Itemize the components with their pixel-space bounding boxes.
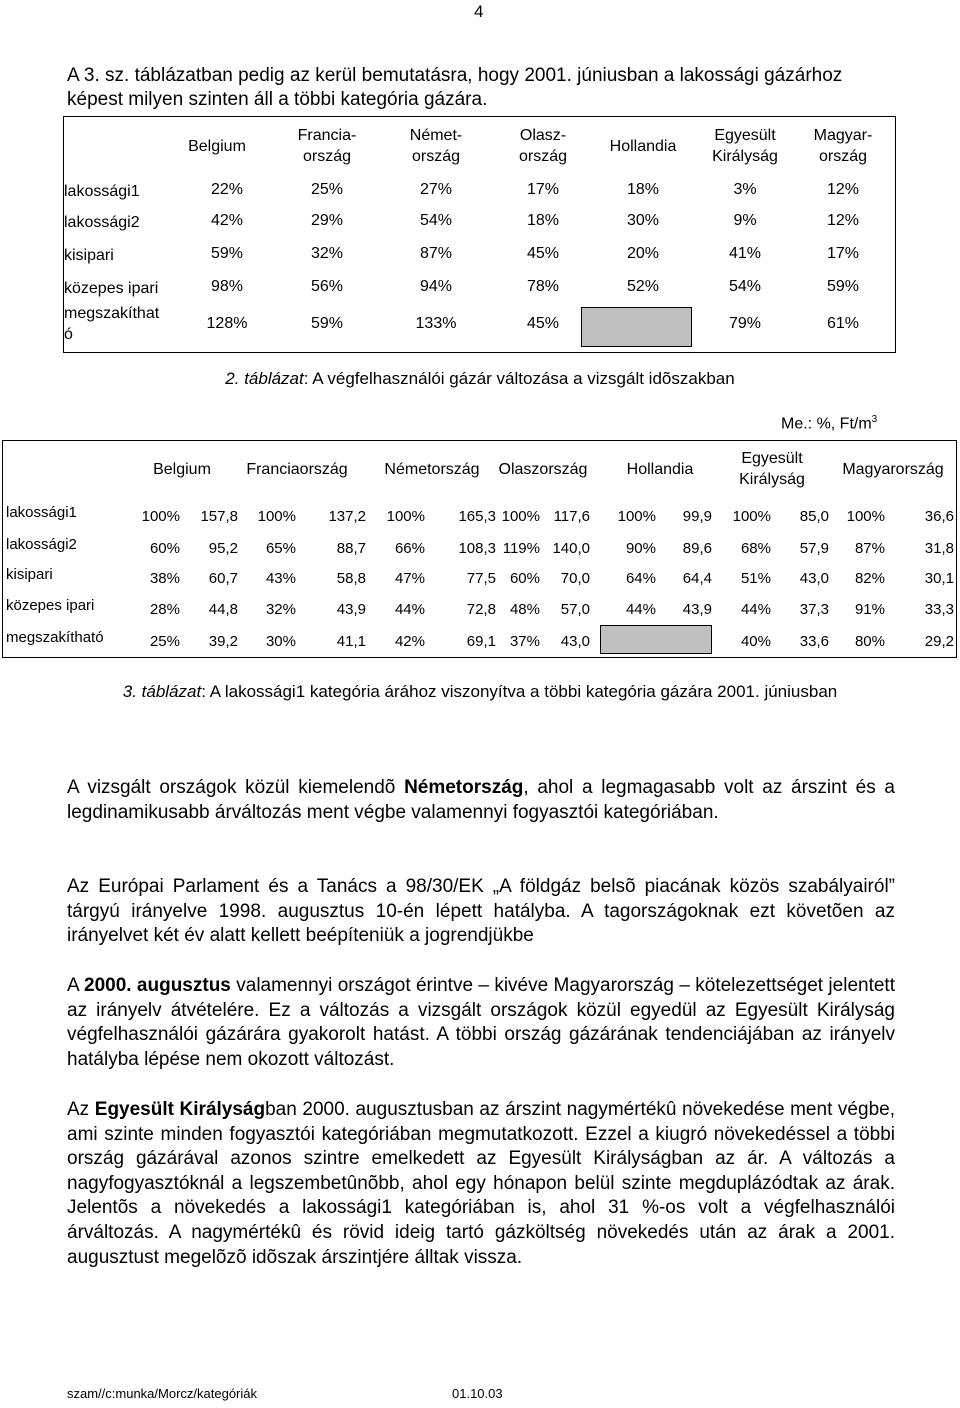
table3-cell: 64%: [625, 570, 656, 587]
table3-header-1: Franciaország: [246, 461, 348, 478]
table2-cell: 9%: [733, 212, 757, 229]
table3-header-2: Németország: [384, 461, 480, 478]
footer-path: szam//c:munka/Morcz/kategóriák: [67, 1386, 258, 1401]
para1-run: A vizsgált országok közül kiemelendõ: [67, 777, 405, 798]
table3-cell: 42%: [394, 633, 425, 650]
table2-cell: 59%: [210, 245, 244, 262]
table3-caption: [80, 680, 880, 704]
footer-date: 01.10.03: [452, 1386, 503, 1401]
table2-cell: 94%: [419, 278, 453, 295]
unit-note: [781, 414, 877, 433]
table3-row-label: megszakítható: [6, 629, 104, 646]
table2-cell: 79%: [728, 315, 762, 332]
paragraph-3: [67, 974, 895, 1072]
table2-cell: 18%: [626, 181, 660, 198]
table3-cell: 100%: [617, 508, 656, 525]
table2-header-0: Belgium: [188, 138, 246, 155]
table3-cell: 38%: [149, 570, 180, 587]
para1-run: Németország: [404, 777, 524, 798]
table2-cell: 45%: [526, 245, 560, 262]
table3-cell: 39,2: [208, 633, 238, 650]
table3-header-3: Olaszország: [498, 461, 588, 478]
table2-caption: [0, 369, 960, 389]
table3-cell: 64,4: [682, 570, 712, 587]
table3-cell: 90%: [625, 540, 656, 557]
table3-header-5: Egyesült Királyság: [739, 450, 805, 488]
para2-run: Az Európai Parlament és a Tanács a 98/30/EK „A földgáz belsõ piacának közös szabályairól” tárgyú irányelve 1998. augusztus 10-én lépett hatályba. A tagországoknak ezt követõen az irányelvet két év alatt kellett beépíteniük a jogrendjükbe: [67, 876, 895, 947]
table2-cell: 20%: [626, 245, 660, 262]
table3-row-label: lakossági1: [6, 504, 77, 521]
table3-cell: 48%: [509, 601, 540, 618]
table3-cell: 60,7: [208, 570, 238, 587]
table3-cell: 57,9: [799, 540, 829, 557]
table2-header-4: Hollandia: [609, 138, 677, 155]
table2-cell: 25%: [310, 181, 344, 198]
table3-cell: 108,3: [458, 540, 496, 557]
table3-cell: 137,2: [328, 508, 366, 525]
table2-cell: 30%: [626, 212, 660, 229]
table2-row-label: lakossági1: [64, 183, 140, 200]
table2-cell: 12%: [826, 181, 860, 198]
table2-header-1: Francia- ország: [297, 127, 357, 165]
table2-cell: 78%: [526, 278, 560, 295]
table3-cell: 100%: [501, 508, 540, 525]
table2-row-label: lakossági2: [64, 214, 140, 231]
para4-run: ban 2000. augusztusban az árszint nagymértékû növekedése ment végbe, ami szinte minden fogyasztói kategóriában megmutatkozott. Ezzel a kiugró növekedéssel a többi ország gázárával azonos szintre emelkedett az Egyesült Királyságban az ár. A változás a nagyfogyasztóknál a legszembetûnõbb, ahol egy hónapon belül szinte megduplázódtak az árak. Jelentõs a növekedés a lakossági1 kategóriában is, ahol 31 %-os volt a végfelhasználói árváltozás. A nagymértékû és rövid ideig tartó gázköltség növekedés után az árak a 2001. augusztust megelõzõ idõszak árszintjére álltak vissza.: [67, 1099, 895, 1268]
table3-cell: 68%: [740, 540, 771, 557]
table3-cell: 165,3: [458, 508, 496, 525]
table3-cell: 85,0: [799, 508, 829, 525]
table3-cell: 33,6: [799, 633, 829, 650]
table3-cell: 100%: [846, 508, 885, 525]
table2-cell: 41%: [728, 245, 762, 262]
table2-header-6: Magyar- ország: [813, 127, 873, 165]
table3-cell: 69,1: [466, 633, 496, 650]
table3-cell: 65%: [265, 540, 296, 557]
table3-cell: 51%: [740, 570, 771, 587]
para4-run: Az: [67, 1099, 95, 1120]
table3-cell: 77,5: [466, 570, 496, 587]
table3-cell: 89,6: [682, 540, 712, 557]
table2-cell: 98%: [210, 278, 244, 295]
table3-cell: 37,3: [799, 601, 829, 618]
paragraph-1: [67, 776, 895, 825]
table3-cell: 72,8: [466, 601, 496, 618]
table3-cell: 99,9: [682, 508, 712, 525]
table2-cell: 17%: [526, 181, 560, 198]
table3-cell: 157,8: [200, 508, 238, 525]
table3-cell: 80%: [854, 633, 885, 650]
para3-run: 2000. augusztus: [84, 975, 231, 996]
unit-note-text: Me.: %, Ft/m: [781, 415, 872, 433]
table2-cell: 56%: [310, 278, 344, 295]
table2-caption-text: : A végfelhasználói gázár változása a vizsgált idõszakban: [303, 369, 735, 388]
table3-caption-prefix: 3. táblázat: [122, 682, 202, 701]
table3-cell: 95,2: [208, 540, 238, 557]
table3-cell: 43,9: [336, 601, 366, 618]
table2-cell: 12%: [826, 212, 860, 229]
table3-cell: 60%: [509, 570, 540, 587]
table3-cell: 60%: [149, 540, 180, 557]
table2-header-5: Egyesült Királyság: [712, 127, 778, 165]
para3-run: A: [67, 975, 84, 996]
table2-cell: 59%: [826, 278, 860, 295]
table3-row-label: kisipari: [6, 566, 53, 583]
table3-caption-text: : A lakossági1 kategória árához viszonyítva a többi kategória gázára 2001. júniusban: [201, 682, 838, 701]
table2-cell: 3%: [733, 181, 757, 198]
table2-cell: 59%: [310, 315, 344, 332]
table3-cell: 58,8: [336, 570, 366, 587]
table3-cell: 44%: [394, 601, 425, 618]
table2-caption-prefix: 2. táblázat: [225, 369, 304, 388]
table2-cell: 29%: [310, 212, 344, 229]
intro-paragraph: A 3. sz. táblázatban pedig az kerül bemutatásra, hogy 2001. júniusban a lakossági gázárhoz képest milyen szinten áll a többi kategória gázára.: [67, 65, 843, 110]
table3-cell: 100%: [257, 508, 296, 525]
page-number: 4: [474, 2, 484, 21]
table3-cell: 44%: [740, 601, 771, 618]
table3-cell: 140,0: [552, 540, 590, 557]
table3-cell: 33,3: [924, 601, 954, 618]
table2-row-label: kisipari: [64, 247, 114, 264]
table2-cell: 61%: [826, 315, 860, 332]
table2-cell: 54%: [419, 212, 453, 229]
table2-cell: 32%: [310, 245, 344, 262]
table2-cell: 27%: [419, 181, 453, 198]
unit-note-sup: 3: [871, 414, 878, 425]
table2-cell: 18%: [526, 212, 560, 229]
table3-cell: 70,0: [560, 570, 590, 587]
table2-row-label: közepes ipari: [64, 280, 159, 297]
table2-cell: 133%: [415, 315, 457, 332]
table3-cell: 88,7: [336, 540, 366, 557]
table3-cell: 117,6: [553, 508, 590, 525]
table3-cell: 37%: [509, 633, 540, 650]
table2-cell: 87%: [419, 245, 453, 262]
table2-row-label: megszakíthat ó: [64, 305, 160, 343]
table3-header-4: Hollandia: [626, 461, 694, 478]
table2-cell: 128%: [206, 315, 248, 332]
table3-cell: 40%: [740, 633, 771, 650]
table2-cell: 22%: [210, 181, 244, 198]
table2-cell: 52%: [626, 278, 660, 295]
table3-row-label: közepes ipari: [6, 597, 95, 614]
table3-cell: 43%: [265, 570, 296, 587]
table3-cell: 43,0: [799, 570, 829, 587]
table3-cell: 43,9: [682, 601, 712, 618]
table3-cell: 30%: [265, 633, 296, 650]
table3-cell: 44%: [625, 601, 656, 618]
para1-run: , ahol a legmagasabb volt az árszint és a legdinamikusabb árváltozás ment végbe valamennyi fogyasztói kategóriában.: [67, 777, 895, 823]
table3-cell: 100%: [732, 508, 771, 525]
table3-header-6: Magyarország: [842, 461, 944, 478]
table3-cell: 36,6: [924, 508, 954, 525]
table3-cell: 28%: [149, 601, 180, 618]
table3-cell: 82%: [854, 570, 885, 587]
table3-cell: 100%: [141, 508, 180, 525]
table2-empty-cell: [581, 307, 692, 347]
para4-run: Egyesült Királyság: [94, 1099, 266, 1120]
table3-cell: 41,1: [336, 633, 366, 650]
table2-cell: 45%: [526, 315, 560, 332]
table3-cell: 47%: [394, 570, 425, 587]
table2-header-2: Német- ország: [409, 127, 463, 165]
table3-cell: 25%: [149, 633, 180, 650]
table2-header-3: Olasz- ország: [518, 127, 568, 165]
table3-cell: 119%: [502, 540, 540, 557]
para3-run: valamennyi országot érintve – kivéve Magyarország – kötelezettséget jelentett az irányelv átvételére. Ez a változás a vizsgált országok közül egyedül az Egyesült Királyság végfelhasználói gázárára gyakorolt hatást. A többi ország gázárának tendenciájában az irányelv hatályba lépése nem okozott változást.: [67, 975, 895, 1070]
table3-cell: 43,0: [560, 633, 590, 650]
table3-cell: 29,2: [924, 633, 954, 650]
table3-empty-cell: [600, 625, 712, 654]
table3-cell: 87%: [854, 540, 885, 557]
paragraph-2: [67, 875, 895, 949]
table3-cell: 91%: [854, 601, 885, 618]
table3-cell: 57,0: [560, 601, 590, 618]
paragraph-4: [67, 1098, 895, 1270]
table3-cell: 66%: [394, 540, 425, 557]
table2-cell: 54%: [728, 278, 762, 295]
table2-cell: 42%: [210, 212, 244, 229]
table3-cell: 44,8: [208, 601, 238, 618]
table3-cell: 31,8: [924, 540, 954, 557]
table2-cell: 17%: [826, 245, 860, 262]
table3-cell: 100%: [386, 508, 425, 525]
table3-cell: 32%: [265, 601, 296, 618]
table3-row-label: lakossági2: [6, 536, 77, 553]
table3-header-0: Belgium: [153, 461, 211, 478]
table3-cell: 30,1: [924, 570, 954, 587]
